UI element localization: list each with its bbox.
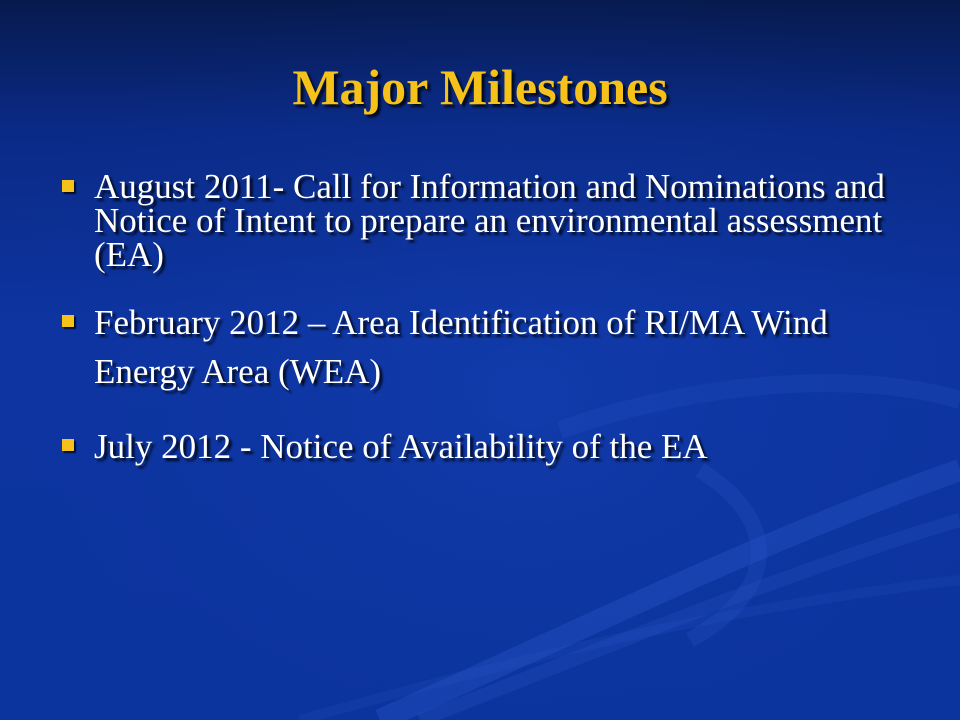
square-bullet-icon	[62, 180, 74, 192]
list-item-text: August 2011- Call for Information and Nominations and Notice of Intent to prepare an environmental assessment (EA)	[94, 167, 885, 274]
list-item	[60, 422, 930, 471]
list-item	[60, 167, 930, 274]
list-item	[60, 298, 930, 396]
slide-title: Major Milestones	[292, 59, 668, 115]
square-bullet-icon	[62, 439, 74, 451]
bullet-list	[60, 167, 930, 497]
square-bullet-icon	[62, 315, 74, 327]
list-item-text: February 2012 – Area Identification of RI/MA Wind Energy Area (WEA)	[94, 303, 828, 391]
list-item-text: July 2012 - Notice of Availability of the EA	[94, 427, 708, 466]
